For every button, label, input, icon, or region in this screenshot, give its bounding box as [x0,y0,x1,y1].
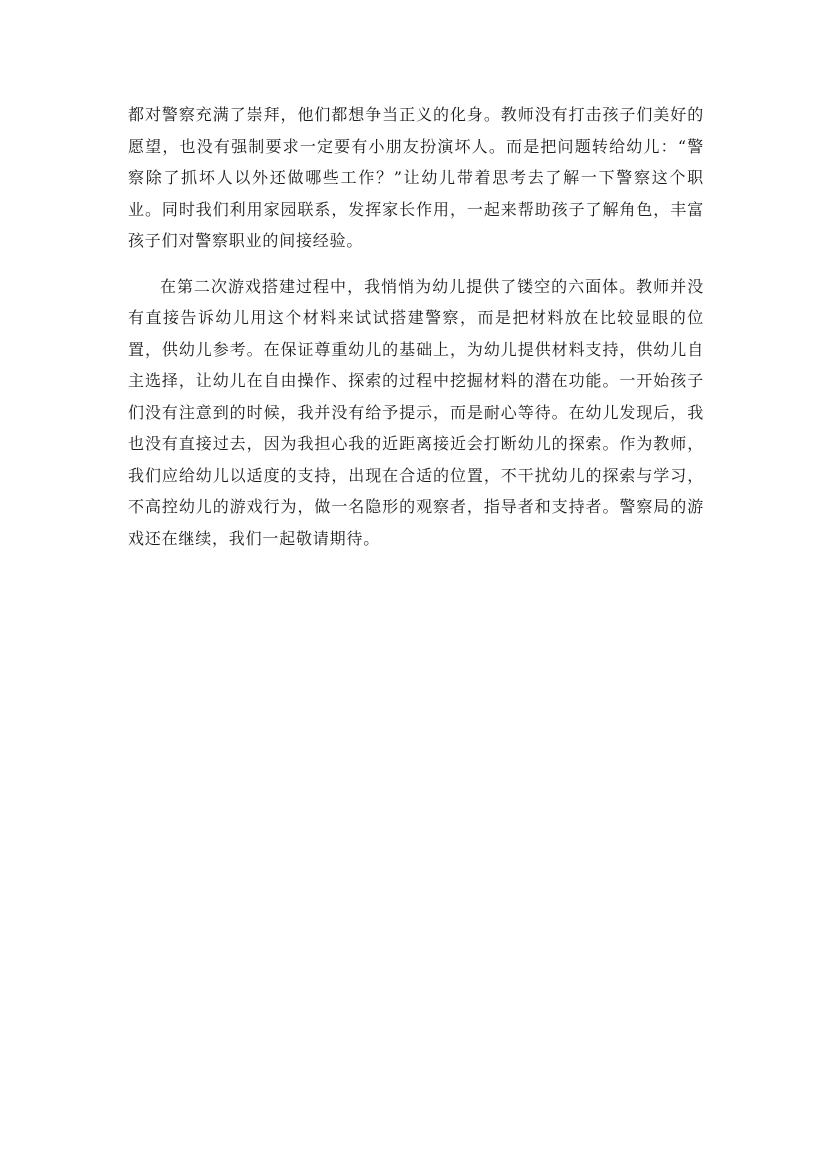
paragraph-second-game: 在第二次游戏搭建过程中，我悄悄为幼儿提供了镂空的六面体。教师并没有直接告诉幼儿用这个材料来试试搭建警察，而是把材料放在比较显眼的位置，供幼儿参考。在保证尊重幼儿的基础上，为幼儿提供材料支持，供幼儿自主选择，让幼儿在自由操作、探索的过程中挖掘材料的潜在功能。一开始孩子们没有注意到的时候，我并没有给予提示，而是耐心等待。在幼儿发现后，我也没有直接过去，因为我担心我的近距离接近会打断幼儿的探索。作为教师，我们应给幼儿以适度的支持，出现在合适的位置，不干扰幼儿的探索与学习，不高控幼儿的游戏行为，做一名隐形的观察者，指导者和支持者。警察局的游戏还在继续，我们一起敬请期待。 [128,276,704,548]
paragraph-continuation: 都对警察充满了崇拜，他们都想争当正义的化身。教师没有打击孩子们美好的愿望，也没有强制要求一定要有小朋友扮演坏人。而是把问题转给幼儿：“警察除了抓坏人以外还做哪些工作？”让幼儿带着思考去了解一下警察这个职业。同时我们利用家园联系，发挥家长作用，一起来帮助孩子了解角色，丰富孩子们对警察职业的间接经验。 [128,105,704,250]
document-body [128,99,704,554]
